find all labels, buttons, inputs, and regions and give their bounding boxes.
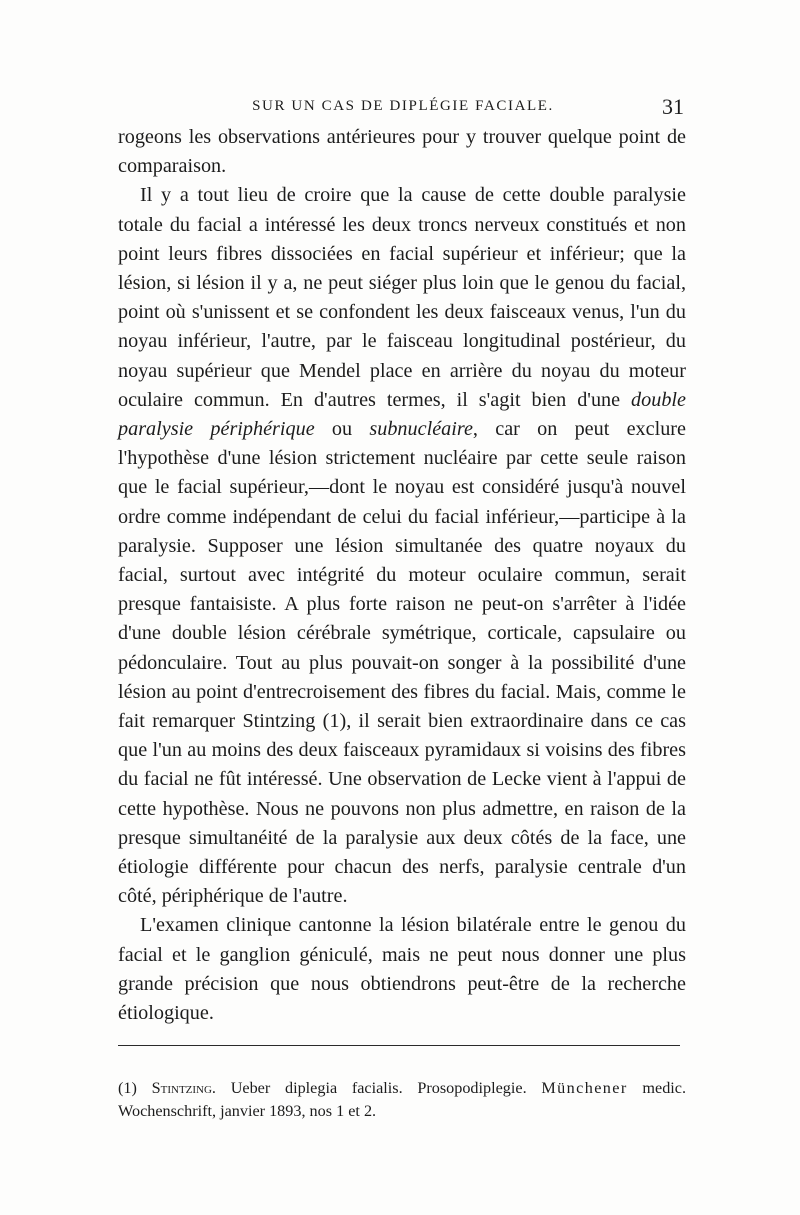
- footnote-journal-cont: medic. Wochenschrift,: [118, 1079, 687, 1120]
- paragraph-text: L'examen clinique cantonne la lésion bilatérale entre le genou du facial et le ganglion géniculé, mais ne peut nous donner une plus grande précision que nous obtiendrons peut-être de la recherche étiologique.: [118, 914, 686, 1025]
- paragraph: [118, 911, 686, 1028]
- footnote: [118, 1077, 686, 1123]
- italic-term: subnucléaire: [369, 418, 473, 441]
- footnote-rule: [118, 1045, 680, 1046]
- footnote-marker: (1): [118, 1079, 137, 1097]
- body-text: [118, 123, 686, 1028]
- running-title: SUR UN CAS DE DIPLÉGIE FACIALE.: [252, 98, 554, 114]
- running-head: [118, 96, 688, 126]
- paragraph-text: Il y a tout lieu de croire que la cause de cette double paralysie totale du facial a intéressé les deux troncs nerveux constitués et non point leurs fibres dissociées en facial supérieur et inférieur; que la lésion, si lésion il y a, ne peut siéger plus loin que le genou du facial, point où s'unissent et se confondent les deux faisceaux venus, l'un du noyau inférieur, l'autre, par le faisceau longitudinal postérieur, du noyau supérieur que Mendel place en arrière du noyau du moteur oculaire commun. En d'autres termes, il s'agit bien d'une: [118, 184, 686, 411]
- paragraph-text: ou: [314, 418, 370, 441]
- paragraph: [118, 181, 686, 911]
- paragraph-text: , car on peut exclure l'hypothèse d'une lésion strictement nucléaire par cette seule raison que le facial supérieur,—dont le noyau est considéré jusqu'à nouvel ordre comme indépendant de celui du facial inférieur,—participe à la paralysie. Supposer une lésion simultanée des quatre noyaux du facial, surtout avec intégrité du moteur oculaire commun, serait presque fantaisiste. A plus forte raison ne peut-on s'arrêter à l'idée d'une double lésion cérébrale symétrique, corticale, capsulaire ou pédonculaire. Tout au plus pouvait-on songer à la possibilité d'une lésion au point d'entrecroisement des fibres du facial. Mais, comme le fait remarquer Stintzing (1), il serait bien extraordinaire dans ce cas que l'un au moins des deux faisceaux pyramidaux si voisins des fibres du facial ne fût intéressé. Une observation de Lecke vient à l'appui de cette hypothèse. Nous ne pouvons non plus admettre, en raison de la presque simultanéité de la paralysie aux deux côtés de la face, une étiologie différente pour chacun des nerfs, paralysie centrale d'un côté, périphérique de l'autre.: [118, 418, 686, 908]
- footnote-date: janvier 1893, nos 1 et 2.: [220, 1102, 377, 1120]
- footnote-title: Ueber diplegia facialis. Prosopodiplegie.: [230, 1079, 527, 1097]
- paragraph-text: rogeons les observations antérieures pour y trouver quelque point de comparaison.: [118, 126, 686, 178]
- italic-term: double paralysie périphérique: [118, 388, 686, 441]
- footnote-journal: Münchener: [541, 1079, 628, 1097]
- paragraph-continuation: [118, 123, 686, 181]
- footnote-author: Stintzing.: [151, 1079, 216, 1097]
- page-number: 31: [662, 94, 684, 119]
